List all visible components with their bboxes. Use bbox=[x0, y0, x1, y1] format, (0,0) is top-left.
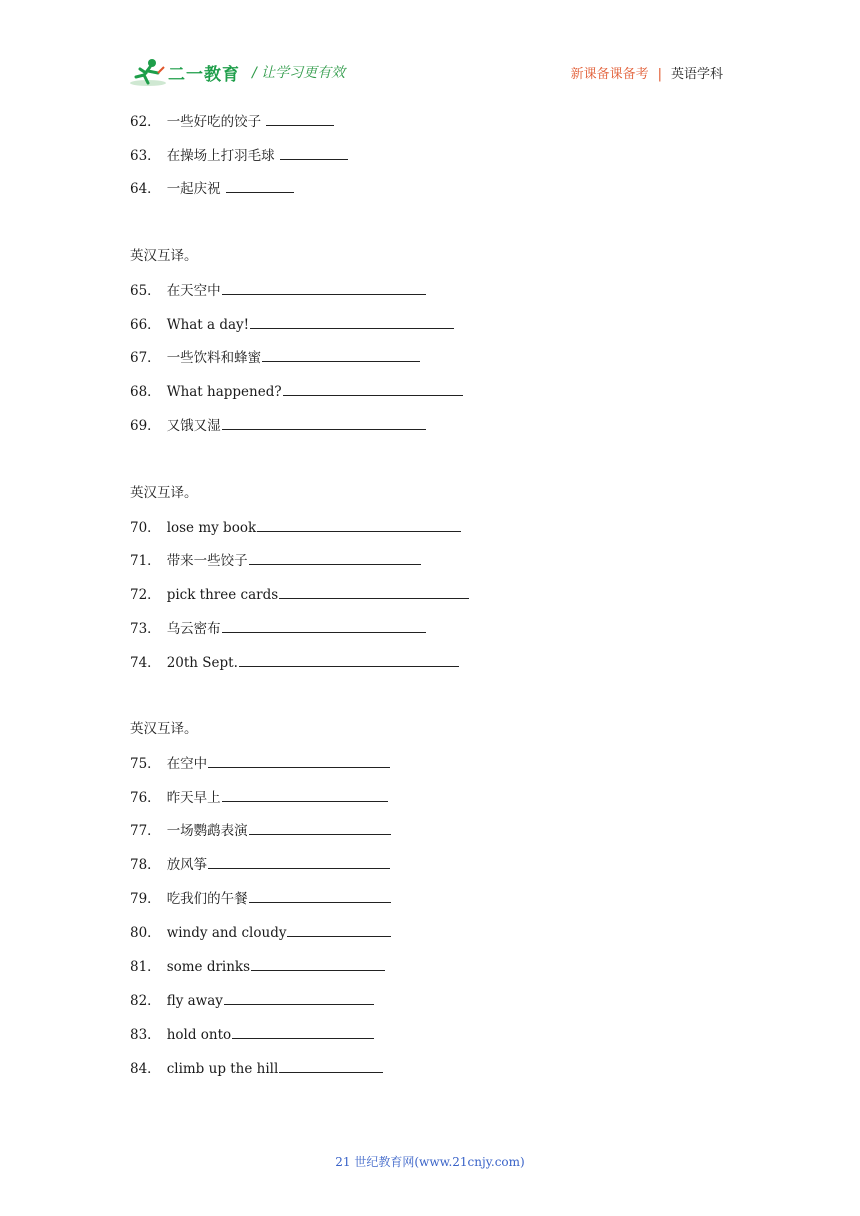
item-number: 73． bbox=[130, 621, 161, 637]
item-text: 一些好吃的饺子 bbox=[166, 114, 266, 130]
answer-blank[interactable] bbox=[222, 280, 426, 295]
header-slogan: / 让学习更有效 bbox=[252, 65, 346, 81]
answer-blank[interactable] bbox=[232, 1024, 374, 1039]
item-number: 75． bbox=[130, 756, 161, 772]
item-text: 昨天早上 bbox=[166, 790, 221, 806]
exercise-item bbox=[130, 550, 421, 570]
item-number: 74． bbox=[130, 655, 161, 671]
item-number: 66． bbox=[130, 317, 161, 333]
exercise-item bbox=[130, 854, 390, 874]
item-text: 放风筝 bbox=[166, 857, 208, 873]
exercise-item bbox=[130, 517, 461, 537]
logo-text: 二一教育 bbox=[168, 65, 240, 85]
section-title: 英汉互译。 bbox=[130, 248, 198, 264]
item-text: 在天空中 bbox=[166, 283, 221, 299]
exercise-item bbox=[130, 922, 391, 942]
item-text: What a day! bbox=[166, 317, 250, 333]
exercise-item bbox=[130, 956, 385, 976]
item-number: 76． bbox=[130, 790, 161, 806]
exercise-item bbox=[130, 314, 454, 334]
answer-blank[interactable] bbox=[208, 753, 390, 768]
item-text: 一场鹦鹉表演 bbox=[166, 823, 248, 839]
item-number: 78． bbox=[130, 857, 161, 873]
item-number: 68． bbox=[130, 384, 161, 400]
item-number: 63． bbox=[130, 148, 161, 164]
answer-blank[interactable] bbox=[239, 652, 459, 667]
item-text: windy and cloudy bbox=[166, 925, 287, 941]
answer-blank[interactable] bbox=[266, 111, 334, 126]
item-number: 84． bbox=[130, 1061, 161, 1077]
item-number: 65． bbox=[130, 283, 161, 299]
answer-blank[interactable] bbox=[222, 787, 388, 802]
page-footer[interactable]: 21 世纪教育网(www.21cnjy.com) bbox=[335, 1155, 525, 1169]
exercise-item bbox=[130, 618, 426, 638]
item-number: 82． bbox=[130, 993, 161, 1009]
exercise-item bbox=[130, 652, 459, 672]
header-separator: | bbox=[657, 67, 662, 82]
answer-blank[interactable] bbox=[222, 618, 426, 633]
header-subject: 英语学科 bbox=[670, 67, 723, 82]
answer-blank[interactable] bbox=[249, 888, 391, 903]
answer-blank[interactable] bbox=[208, 854, 390, 869]
exercise-item bbox=[130, 888, 391, 908]
answer-blank[interactable] bbox=[283, 381, 463, 396]
item-number: 62． bbox=[130, 114, 161, 130]
header-subtitle: 新课备课备考 bbox=[570, 67, 649, 82]
item-text: 吃我们的午餐 bbox=[166, 891, 248, 907]
item-text: 20th Sept. bbox=[166, 655, 238, 671]
exercise-item bbox=[130, 1058, 383, 1078]
answer-blank[interactable] bbox=[249, 820, 391, 835]
answer-blank[interactable] bbox=[251, 956, 385, 971]
answer-blank[interactable] bbox=[279, 584, 469, 599]
item-number: 83． bbox=[130, 1027, 161, 1043]
item-number: 70． bbox=[130, 520, 161, 536]
item-number: 79． bbox=[130, 891, 161, 907]
exercise-item bbox=[130, 111, 334, 131]
item-text: What happened? bbox=[166, 384, 282, 400]
item-number: 72． bbox=[130, 587, 161, 603]
exercise-item bbox=[130, 415, 426, 435]
exercise-item bbox=[130, 381, 463, 401]
answer-blank[interactable] bbox=[280, 145, 348, 160]
answer-blank[interactable] bbox=[226, 178, 294, 193]
section-title: 英汉互译。 bbox=[130, 485, 198, 501]
answer-blank[interactable] bbox=[249, 550, 421, 565]
item-number: 80． bbox=[130, 925, 161, 941]
exercise-item bbox=[130, 990, 374, 1010]
answer-blank[interactable] bbox=[262, 347, 420, 362]
exercise-item bbox=[130, 820, 391, 840]
answer-blank[interactable] bbox=[287, 922, 391, 937]
item-number: 64． bbox=[130, 181, 161, 197]
exercise-item bbox=[130, 145, 348, 165]
answer-blank[interactable] bbox=[224, 990, 374, 1005]
item-text: fly away bbox=[166, 993, 223, 1009]
item-text: pick three cards bbox=[166, 587, 279, 603]
exercise-item bbox=[130, 178, 294, 198]
item-text: 一起庆祝 bbox=[166, 181, 225, 197]
item-text: 乌云密布 bbox=[166, 621, 221, 637]
answer-blank[interactable] bbox=[279, 1058, 383, 1073]
item-text: 在操场上打羽毛球 bbox=[166, 148, 279, 164]
page-header bbox=[0, 0, 860, 100]
answer-blank[interactable] bbox=[257, 517, 461, 532]
item-text: climb up the hill bbox=[166, 1061, 279, 1077]
item-text: some drinks bbox=[166, 959, 251, 975]
item-number: 77． bbox=[130, 823, 161, 839]
item-text: 一些饮料和蜂蜜 bbox=[166, 350, 262, 366]
answer-blank[interactable] bbox=[250, 314, 454, 329]
exercise-item bbox=[130, 1024, 374, 1044]
section-title: 英汉互译。 bbox=[130, 721, 198, 737]
item-number: 69． bbox=[130, 418, 161, 434]
item-text: 带来一些饺子 bbox=[166, 553, 248, 569]
item-text: 又饿又湿 bbox=[166, 418, 221, 434]
item-text: hold onto bbox=[166, 1027, 232, 1043]
exercise-item bbox=[130, 347, 420, 367]
item-text: 在空中 bbox=[166, 756, 208, 772]
item-text: lose my book bbox=[166, 520, 257, 536]
exercise-item bbox=[130, 753, 390, 773]
item-number: 71． bbox=[130, 553, 161, 569]
exercise-item bbox=[130, 280, 426, 300]
item-number: 67． bbox=[130, 350, 161, 366]
exercise-item bbox=[130, 787, 388, 807]
header-right bbox=[571, 63, 723, 82]
exercise-item bbox=[130, 584, 469, 604]
answer-blank[interactable] bbox=[222, 415, 426, 430]
item-number: 81． bbox=[130, 959, 161, 975]
